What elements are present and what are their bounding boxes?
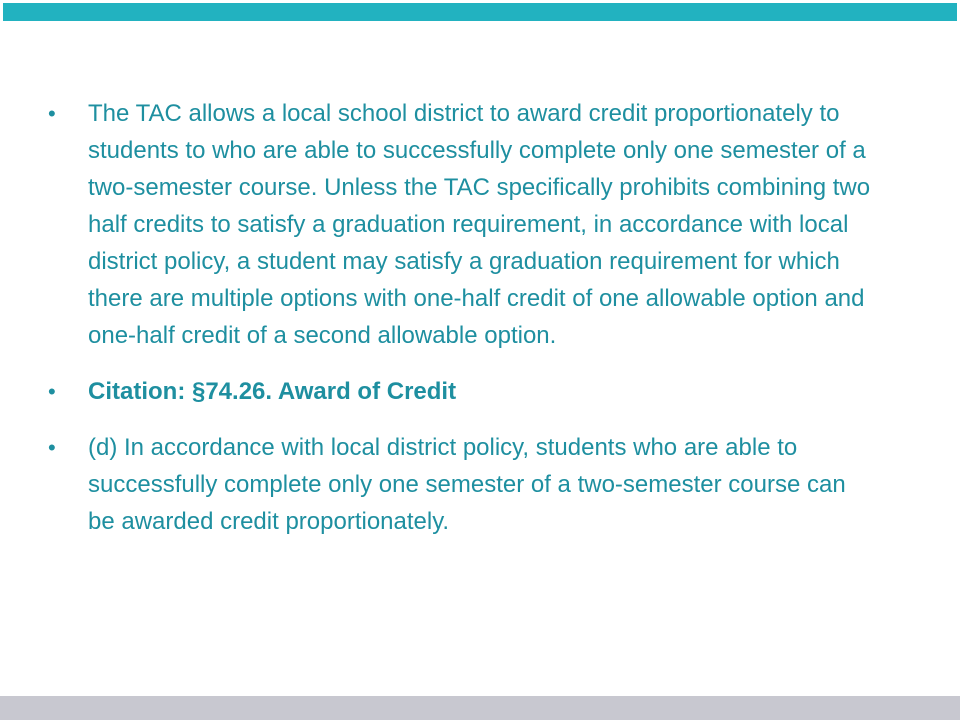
bullet-text: Citation: §74.26. Award of Credit [88,378,457,405]
bullet-item-citation [48,373,878,410]
bullet-dot-icon: • [48,435,56,460]
bullet-text: (d) In accordance with local district policy, students who are able to successfully complete only one semester of a two-semester course can be awarded credit proportionately. [88,434,846,535]
bullet-item-tac-policy [48,95,878,354]
bullet-item-subsection-d [48,429,878,540]
top-accent-bar [3,3,957,21]
bullet-dot-icon: • [48,379,56,404]
bullet-dot-icon: • [48,101,56,126]
bullet-text: The TAC allows a local school district to award credit proportionately to students to who are able to successfully complete only one semester of a two-semester course. Unless the TAC specifically prohibits combining two half credits to satisfy a graduation requirement, in accordance with local district policy, a student may satisfy a graduation requirement for which there are multiple options with one-half credit of one allowable option and one-half credit of a second allowable option. [88,100,871,349]
slide-content [48,95,878,559]
bottom-footer-bar [0,696,960,720]
